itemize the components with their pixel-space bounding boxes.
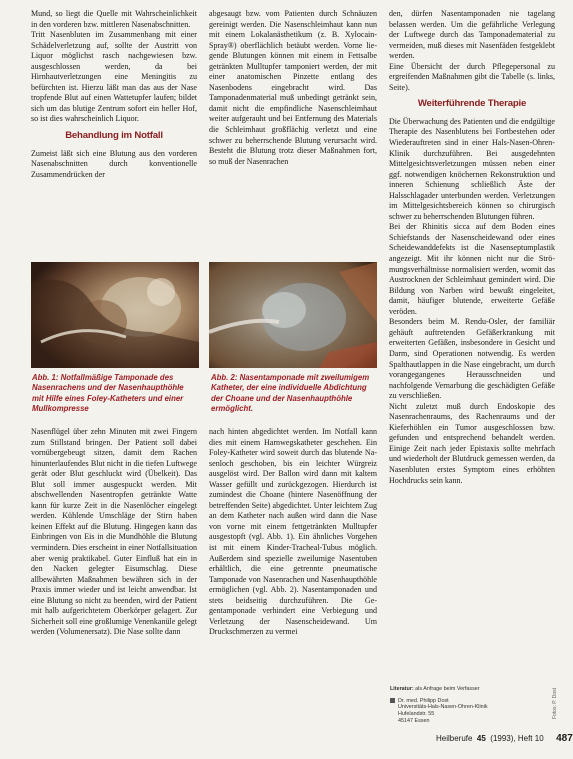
section-heading-emergency: Behandlung im Notfall [65, 130, 163, 142]
page-number: 487 [556, 733, 573, 744]
paragraph: den, dürfen Nasentamponaden nie tagelang belassen werden. Um die gefährliche Verlegung der Luftwege durch das Tamponadematerial zu vermeiden, muß dieses mit Nasenfäden festgeklebt werden. [389, 9, 555, 61]
author-city: 45147 Essen [398, 717, 430, 724]
column-2-top [209, 9, 377, 167]
paragraph: Zumeist läßt sich eine Blutung aus den vorderen Nasenabschnitten durch konventionelle Zusammendrücken der [31, 148, 197, 179]
paragraph: Die Überwachung des Patienten und die endgültige Therapie des Nasenblutens bei Fortbestehen oder Wiederauftreten sind in einer Hals-Nasen-Ohren-Klinik durchzuführen. Bei ausgedehnten Mittelgesichtsverletzungen müssen neben einer ggf. notwendigen knöchernen Rekonstruktion und inneren Schienung schließlich Äste der Halsschlagader unterbunden werden. Verletzungen im Mittelgesichtsbereich können so chirurgisch schwer zu beherrschenden Blutungen führen. [389, 116, 555, 221]
paragraph: Tritt Nasenbluten im Zusammenhang mit einer Schädelverletzung auf, sollte der Austritt von Liquor möglichst rasch nachgewiesen bzw. ausgeschlossen werden, da bei Hirnhautverletzungen eine Meningitis zu befürchten ist. Hierzu läßt man das aus der Nase tropfende Blut auf einen Wattetupfer laufen; bildet sich um das blutige Zentrum sofort ein heller Hof, so ist dies wahrscheinlich Liquor. [31, 30, 197, 124]
column-1-bottom [31, 427, 197, 638]
author-institution: Universitäts-Hals-Nasen-Ohren-Klinik [398, 704, 488, 711]
paragraph: Besonders beim M. Rendu-Osler, der familiär gehäuft auftretenden Gefäßerkrankung mit erweiterten Gefäßen, insbesondere in Gesicht und Darm, sind Operationen notwendig. Es werden Spalthautlappen in die Nase eingebracht, um durch vorangegangenes Herausschneiden und nachfolgende Vernarbung die geschädigten Gefäße zu verschließen. [389, 317, 555, 401]
section-heading-therapy: Weiterführende Therapie [417, 98, 527, 110]
paragraph: Nicht zuletzt muß durch Endoskopie des Nasenrachenraums, des Rachenraums und der Kieferhöhlen ein Tumor ausgeschlossen bzw. gefunden und entsprechend behandelt werden. Einige Zeit nach jeder Epistaxis sollte mehrfach und wiederholt der Blutdruck gemessen werden, da Nasenbluten erstes Symptom eines erhöhten Hochdrucks sein kann. [389, 401, 555, 485]
author-street: Hufelandstr. 55 [398, 711, 435, 718]
author-address [390, 698, 560, 725]
literature-block [390, 686, 560, 725]
figure-2-photo [209, 262, 377, 368]
literature-note: als Anfrage beim Verfasser [415, 686, 480, 692]
column-3 [389, 9, 555, 486]
paragraph: Eine Übersicht der durch Pflegepersonal zu ergreifenden Maßnahmen gibt die Tabelle (s. links, Seite). [389, 61, 555, 92]
page-footer [436, 728, 573, 746]
column-1-top [31, 9, 197, 180]
paragraph: Bei der Rhinitis sicca auf dem Boden eines Schiefstands der Nasenscheidewand oder eines Scheidewanddefekts ist die Nasenseptumplastik angezeigt. Mit ihr können nicht nur die Strömungsverhältnisse normalisiert werden, womit das Austrocknen der Schleimhaut gemindert wird. Die Bildung von Narben wird bewußt eingeleitet, damit, häufiger blutende, erweiterte Gefäße veröden. [389, 222, 555, 316]
figure-1-image [31, 262, 199, 368]
journal-name: Heilberufe [436, 734, 473, 743]
column-2-bottom [209, 427, 377, 638]
literature-title: Literatur: [390, 686, 414, 692]
paragraph: abgesaugt bzw. vom Patienten durch Schnäuzen gereinigt werden. Die Nasenschleimhaut kann nun mit einem Lokalanästhetikum (z. B. Xylocain-Spray®) oberflächlich betäubt werden. Vorne liegende Blutungen können mit einem in Fettsalbe getränkten Mulltupfer tamponiert werden, der mit einer anatomischen Pinzette entlang des Nasenbodens eingebracht wird. Das Tamponadenmaterial muß unbedingt getränkt sein, damit nicht die empfindliche Nasenschleimhaut weiter aufgerauht und bei Entfernung des Materials die Schleimhaut großflächig verletzt und eine schwer zu beherrschende Blutung verursacht wird. Besteht die Blutung trotz dieser Maßnahmen fort, so muß der Nasenrachen [209, 9, 377, 166]
figure-1-photo [31, 262, 199, 368]
journal-issue: (1993), Heft 10 [490, 734, 544, 743]
author-name: Dr. med. Philipp Dost [398, 697, 449, 704]
photo-credit: Fotos: P. Dost [552, 688, 558, 720]
square-bullet-icon [390, 698, 395, 703]
paragraph: Nasenflügel über zehn Minuten mit zwei Fingern zum Stillstand bringen. Der Patient soll dabei vornübergebeugt sitzen, damit dem Rachen hinunterlaufendes Blut nicht in die tiefen Luftwege gerät oder Blut geschluckt wird (Übelkeit). Das Blut soll immer ausgespuckt werden. Mit abschwellenden Nasentropfen getränkte Watte kann für kurze Zeit in die Nasenlöcher eingelegt werden. Kühlende Umschläge der Stirn haben keinen Effekt auf die Blutung. Hingegen kann das Einbringen von Eis in die Mundhöhle die Blutung vermindern. Dies erscheint in einer Notfallsituation aber wenig praktikabel. Guter Einfluß hat ein in den Nacken gelegter Eisumschlag. Diese allbewährten Maßnahmen bewähren sich in der Praxis immer wieder und ist leicht anwendbar. Ist eine Blutung so nicht zu beenden, wird der Patient mit halb aufgerichtetem Oberkörper gelagert. Zur Sicherheit soll eine großlumige Venenkanüle gelegt werden (Volumenersatz). Die Nase sollte dann [31, 427, 197, 637]
journal-volume: 45 [476, 734, 486, 743]
figure-1-caption: Abb. 1: Notfallmäßige Tamponade des Nasenrachens und der Nasenhaupthöhle mit Hilfe eines Foley-Katheters und einer Mullkompresse [32, 373, 184, 414]
paragraph: Mund, so liegt die Quelle mit Wahrscheinlichkeit in den vorderen bzw. mittleren Nasenabschnitten. [31, 9, 197, 29]
figure-2-caption: Abb. 2: Nasentamponade mit zweilumigem Katheter, der eine individuelle Abdichtung der Choane und der Nasenhaupthöhle ermöglicht. [211, 373, 370, 414]
paragraph: nach hinten abgedichtet werden. Im Notfall kann dies mit einem Harnwegskatheter geschehen. Ein Foley-Katheter wird soweit durch das blutende Nasenloch geschoben, bis ein leichter Würgreiz ausgelöst wird. Der Ballon wird dann mit kaltem Wasser gefüllt und zurückgezogen. Hierdurch ist zumindest die Choane (hintere Nasenöffnung der betreffenden Seite) abgedichtet. Unter leichtem Zug an dem Katheter nach außen wird dann die Nase von vorne mit einem fettgetränkten Mulltupfer ausgestopft (vgl. Abb. 1). Ein ähnliches Vorgehen ist mit einem Kinder-Tracheal-Tubus möglich. Außerdem sind spezielle zweilumige Nasentuben erhältlich, die eine getrennte pneumatische Tamponade von Nasenrachen und Nasenhaupthöhle ermöglichen (vgl. Abb. 2). Nasentamponaden und stets beidseitig durchzuführen. Die Gegentamponade verhindert eine Verbiegung und Verletzung der Nasenscheidewand. Um Druckschmerzen zu vermei [209, 427, 377, 637]
figure-2-image [209, 262, 377, 368]
